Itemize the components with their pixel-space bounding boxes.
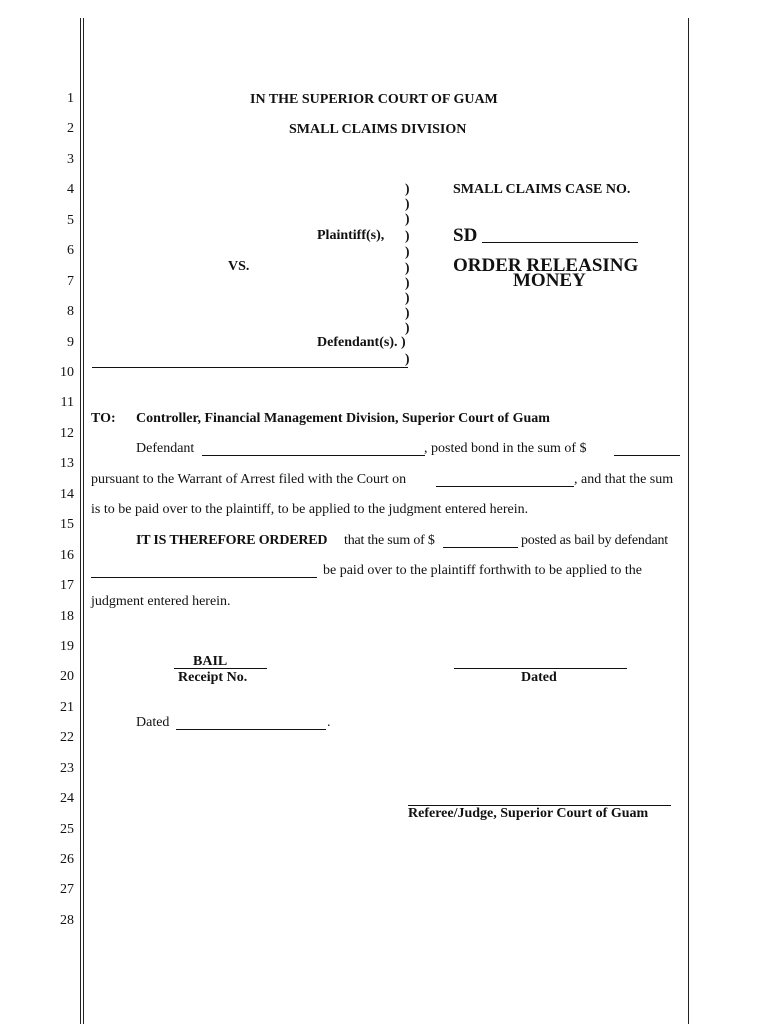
bond-text: , posted bond in the sum of $ — [424, 441, 587, 456]
caption-paren: ) — [405, 275, 410, 290]
left-margin-line-inner — [83, 18, 84, 1024]
dated-left-period: . — [327, 715, 331, 730]
ordered-text: that the sum of $ — [344, 533, 435, 548]
line-number: 5 — [67, 213, 74, 228]
forthwith-text: be paid over to the plaintiff forthwith to be applied to the — [323, 563, 642, 578]
caption-paren: ) — [405, 305, 410, 320]
warrant-date-blank — [436, 486, 574, 487]
defendant-label — [317, 335, 406, 351]
caption-paren: ) — [405, 290, 410, 305]
caption-paren: ) — [405, 196, 410, 211]
bail-amount-blank — [443, 547, 518, 548]
line-number: 13 — [60, 456, 74, 471]
receipt-no-label: Receipt No. — [178, 670, 248, 685]
case-number-blank — [482, 242, 638, 243]
line-number: 1 — [67, 91, 74, 106]
line-number: 2 — [67, 121, 74, 136]
line-number: 17 — [60, 578, 74, 593]
posted-bail-text: posted as bail by defendant — [521, 533, 669, 548]
line-number: 22 — [60, 730, 74, 745]
paid-over-text: is to be paid over to the plaintiff, to be applied to the judgment entered herein. — [91, 502, 529, 517]
case-no-label: SMALL CLAIMS CASE NO. — [453, 182, 631, 197]
line-number: 18 — [60, 609, 74, 624]
to-addressee: Controller, Financial Management Division, Superior Court of Guam — [136, 411, 550, 426]
line-number: 20 — [60, 669, 74, 684]
line-number: 4 — [67, 182, 74, 197]
line-number: 11 — [60, 395, 74, 410]
caption-underline — [92, 367, 408, 368]
line-number: 24 — [60, 791, 74, 806]
ordered-bold: IT IS THEREFORE ORDERED — [136, 533, 328, 548]
defendant-paren: ) — [401, 335, 406, 350]
line-number: 6 — [67, 243, 74, 258]
left-margin-line-outer — [80, 18, 81, 1024]
line-number: 21 — [60, 700, 74, 715]
line-number: 28 — [60, 913, 74, 928]
line-number: 19 — [60, 639, 74, 654]
line-number: 3 — [67, 152, 74, 167]
sd-label: SD — [453, 225, 478, 246]
dated-left-label: Dated — [136, 715, 170, 730]
bond-amount-blank — [614, 455, 680, 456]
division-title: SMALL CLAIMS DIVISION — [289, 122, 467, 137]
warrant-text: pursuant to the Warrant of Arrest filed with the Court on — [91, 472, 407, 487]
to-label: TO: — [91, 411, 116, 426]
warrant-text-end: , and that the sum — [574, 472, 674, 487]
vs-label: VS. — [228, 259, 250, 274]
caption-paren: ) — [405, 211, 410, 226]
defendant-intro: Defendant — [136, 441, 195, 456]
defendant-text: Defendant(s). — [317, 335, 398, 350]
order-title-line2: MONEY — [513, 270, 586, 291]
line-number: 15 — [60, 517, 74, 532]
right-margin-line — [688, 18, 689, 1024]
line-number: 27 — [60, 882, 74, 897]
caption-paren: ) — [405, 351, 410, 366]
line-number: 10 — [60, 365, 74, 380]
referee-judge-label: Referee/Judge, Superior Court of Guam — [408, 806, 649, 821]
caption-paren: ) — [405, 320, 410, 335]
bail-label: BAIL — [193, 654, 228, 669]
bail-defendant-blank — [91, 577, 317, 578]
court-title: IN THE SUPERIOR COURT OF GUAM — [250, 92, 498, 107]
dated-right-line — [454, 668, 627, 669]
line-number: 9 — [67, 335, 74, 350]
order-title-line1: ORDER RELEASING — [453, 255, 639, 276]
caption-paren: ) — [405, 244, 410, 259]
line-number: 16 — [60, 548, 74, 563]
line-number: 12 — [60, 426, 74, 441]
line-number: 26 — [60, 852, 74, 867]
defendant-name-blank — [202, 455, 425, 456]
line-number: 23 — [60, 761, 74, 776]
caption-paren: ) — [405, 260, 410, 275]
line-number: 14 — [60, 487, 74, 502]
dated-left-blank — [176, 729, 326, 730]
dated-right-label: Dated — [521, 670, 557, 685]
judgment-text: judgment entered herein. — [91, 594, 231, 609]
line-number: 7 — [67, 274, 74, 289]
caption-paren: ) — [405, 181, 410, 196]
line-number: 8 — [67, 304, 74, 319]
plaintiff-label: Plaintiff(s), — [317, 228, 385, 243]
caption-paren: ) — [405, 228, 410, 243]
line-number: 25 — [60, 822, 74, 837]
